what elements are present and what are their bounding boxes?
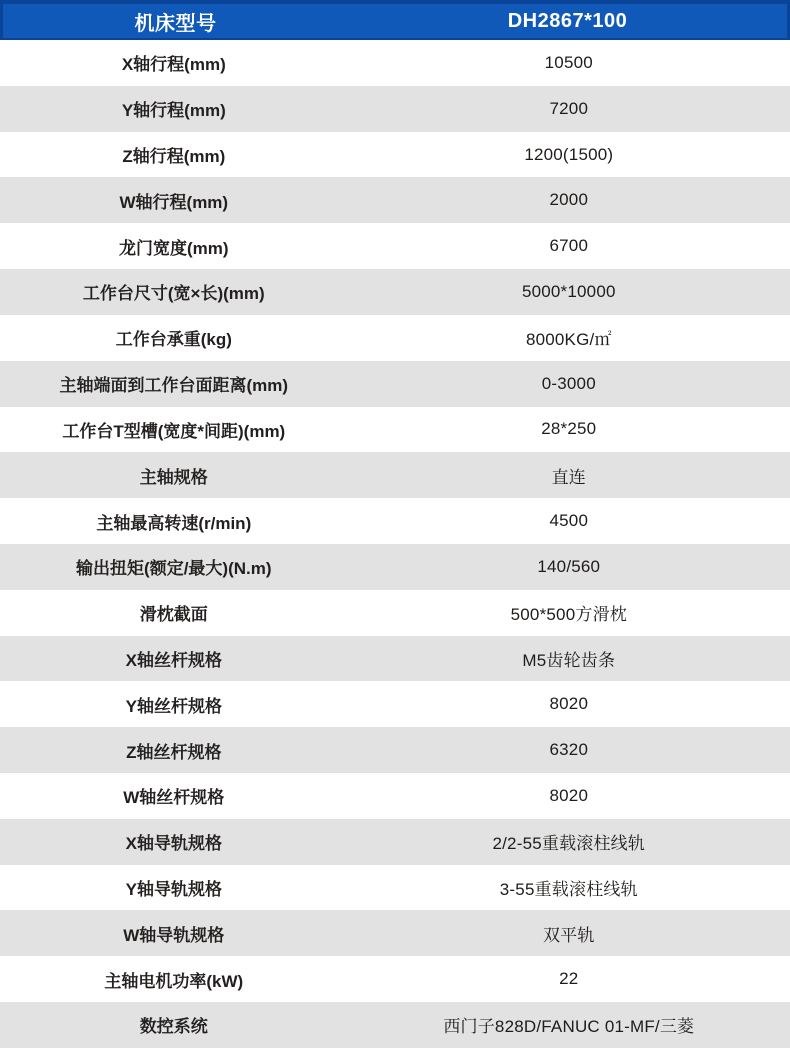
- row-value: 8020: [549, 694, 589, 714]
- row-value: 7200: [549, 98, 589, 118]
- table-row: [0, 910, 790, 956]
- table-row: [0, 1002, 790, 1048]
- row-label: X轴导轨规格: [125, 834, 222, 854]
- table-row: [0, 407, 790, 453]
- row-label: Y轴导轨规格: [125, 880, 222, 900]
- row-label: X轴行程(mm): [121, 55, 226, 75]
- row-value: 西门子828D/FANUC 01-MF/三菱: [443, 1017, 695, 1037]
- row-label: W轴丝杆规格: [123, 788, 225, 808]
- row-value: 2000: [549, 190, 589, 210]
- table-row: [0, 727, 790, 773]
- table-row: [0, 361, 790, 407]
- table-row: [0, 819, 790, 865]
- table-row: [0, 177, 790, 223]
- row-label: 工作台尺寸(宽×长)(mm): [82, 284, 265, 304]
- table-row: [0, 590, 790, 636]
- table-row: [0, 452, 790, 498]
- table-row: [0, 544, 790, 590]
- header-model-value: DH2867*100: [507, 9, 628, 32]
- row-value: 500*500方滑枕: [510, 605, 627, 625]
- row-label: 主轴规格: [139, 467, 208, 487]
- row-label: Z轴行程(mm): [122, 147, 226, 167]
- row-value: 4500: [549, 511, 589, 531]
- row-label: 龙门宽度(mm): [119, 238, 229, 258]
- row-label: 输出扭矩(额定/最大)(N.m): [76, 559, 272, 579]
- table-row: [0, 269, 790, 315]
- row-label: Y轴丝杆规格: [125, 696, 222, 716]
- row-value: 6700: [549, 236, 589, 256]
- table-row: [0, 773, 790, 819]
- row-value: 28*250: [541, 419, 597, 439]
- table-row: [0, 636, 790, 682]
- row-label: W轴行程(mm): [119, 192, 229, 212]
- row-label: 工作台T型槽(宽度*间距)(mm): [62, 421, 286, 441]
- row-value: 6320: [549, 740, 589, 760]
- spec-rows: [0, 40, 790, 1048]
- table-row: [0, 865, 790, 911]
- row-value: 2/2-55重载滚柱线轨: [492, 834, 646, 854]
- header-model-label: 机床型号: [134, 12, 217, 35]
- row-value: 直连: [551, 467, 586, 487]
- row-value: 0-3000: [541, 373, 596, 393]
- table-header-row: [0, 0, 790, 40]
- row-label: 主轴端面到工作台面距离(mm): [59, 376, 289, 396]
- table-row: [0, 40, 790, 86]
- table-row: [0, 956, 790, 1002]
- table-row: [0, 132, 790, 178]
- row-value: 140/560: [537, 556, 601, 576]
- row-value: 双平轨: [542, 925, 595, 945]
- row-value: 8020: [549, 785, 589, 805]
- row-value: 22: [559, 969, 579, 989]
- table-row: [0, 223, 790, 269]
- row-value: 10500: [544, 52, 593, 72]
- row-label: 主轴最高转速(r/min): [96, 513, 252, 533]
- row-label: 数控系统: [139, 1017, 208, 1037]
- row-label: 主轴电机功率(kW): [104, 971, 244, 991]
- row-label: X轴丝杆规格: [125, 650, 222, 670]
- row-label: 滑枕截面: [139, 605, 208, 625]
- row-value: 8000KG/㎡: [525, 330, 612, 350]
- table-row: [0, 681, 790, 727]
- row-value: 5000*10000: [521, 281, 616, 301]
- table-row: [0, 86, 790, 132]
- row-value: M5齿轮齿条: [522, 650, 616, 670]
- table-row: [0, 315, 790, 361]
- row-value: 3-55重载滚柱线轨: [499, 880, 638, 900]
- row-label: 工作台承重(kg): [115, 330, 232, 350]
- row-label: Z轴丝杆规格: [126, 742, 222, 762]
- table-row: [0, 498, 790, 544]
- row-label: W轴导轨规格: [123, 925, 225, 945]
- row-label: Y轴行程(mm): [121, 101, 226, 121]
- row-value: 1200(1500): [524, 144, 614, 164]
